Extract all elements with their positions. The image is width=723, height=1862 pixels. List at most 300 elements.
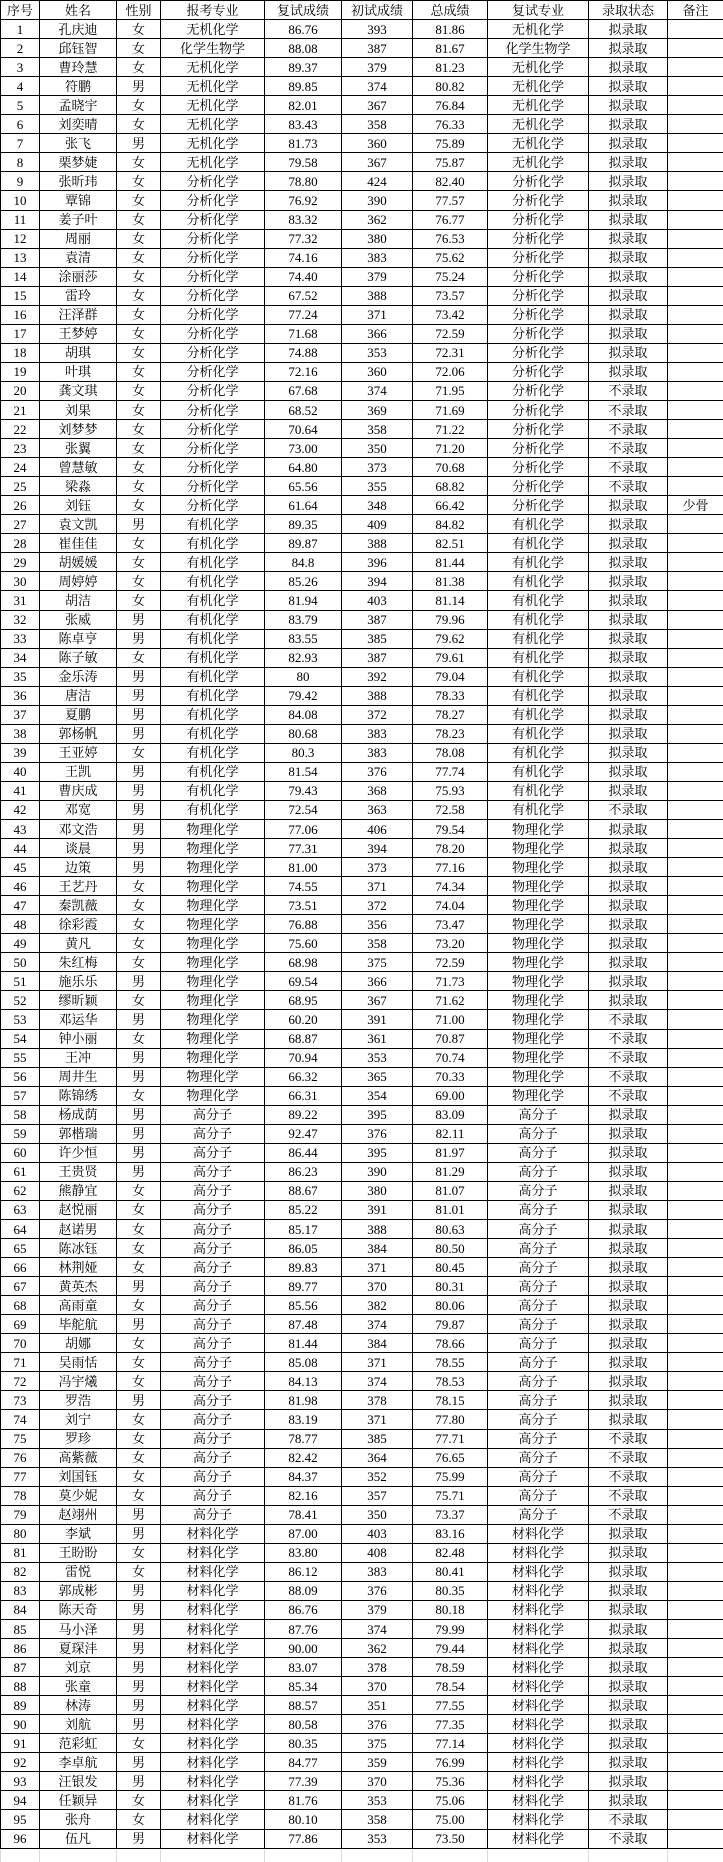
cell-index[interactable]: 37 (1, 705, 40, 724)
cell-total-score[interactable]: 71.69 (413, 400, 488, 419)
cell-retest-score[interactable]: 87.48 (265, 1315, 342, 1334)
cell-name[interactable]: 汪泽群 (40, 305, 117, 324)
cell-index[interactable]: 91 (1, 1734, 40, 1753)
cell-retest-major[interactable]: 材料化学 (488, 1715, 589, 1734)
cell-name[interactable]: 毕舵航 (40, 1315, 117, 1334)
cell-retest-score[interactable]: 65.56 (265, 477, 342, 496)
cell-initial-score[interactable]: 376 (342, 762, 413, 781)
cell-retest-major[interactable]: 材料化学 (488, 1639, 589, 1658)
cell-retest-major[interactable]: 分析化学 (488, 420, 589, 439)
cell-initial-score[interactable]: 358 (342, 115, 413, 134)
cell-gender[interactable]: 女 (117, 248, 161, 267)
cell-index[interactable]: 54 (1, 1029, 40, 1048)
cell-total-score[interactable]: 76.84 (413, 96, 488, 115)
cell-remark[interactable] (668, 1029, 723, 1048)
cell-total-score[interactable]: 68.82 (413, 477, 488, 496)
cell-remark[interactable] (668, 1791, 723, 1810)
cell-initial-score[interactable]: 379 (342, 1600, 413, 1619)
cell-remark[interactable] (668, 77, 723, 96)
cell-applied-major[interactable]: 高分子 (161, 1181, 265, 1200)
cell-applied-major[interactable]: 物理化学 (161, 934, 265, 953)
cell-gender[interactable]: 男 (117, 1715, 161, 1734)
column-header-retest-major[interactable]: 复试专业 (488, 1, 589, 20)
cell-retest-major[interactable]: 物理化学 (488, 972, 589, 991)
cell-initial-score[interactable]: 360 (342, 134, 413, 153)
cell-initial-score[interactable]: 353 (342, 1048, 413, 1067)
cell-retest-score[interactable]: 88.67 (265, 1181, 342, 1200)
cell-index[interactable]: 62 (1, 1181, 40, 1200)
cell-total-score[interactable]: 83.09 (413, 1105, 488, 1124)
cell-retest-score[interactable]: 81.76 (265, 1791, 342, 1810)
cell-retest-major[interactable]: 分析化学 (488, 191, 589, 210)
cell-retest-score[interactable]: 70.94 (265, 1048, 342, 1067)
cell-applied-major[interactable]: 分析化学 (161, 210, 265, 229)
cell-remark[interactable] (668, 820, 723, 839)
cell-index[interactable]: 95 (1, 1810, 40, 1829)
cell-retest-score[interactable]: 89.22 (265, 1105, 342, 1124)
cell-remark[interactable] (668, 877, 723, 896)
cell-retest-score[interactable]: 73.00 (265, 439, 342, 458)
cell-gender[interactable]: 女 (117, 20, 161, 39)
cell-remark[interactable] (668, 1353, 723, 1372)
cell-initial-score[interactable]: 380 (342, 229, 413, 248)
cell-index[interactable]: 69 (1, 1315, 40, 1334)
cell-index[interactable]: 80 (1, 1524, 40, 1543)
cell-total-score[interactable]: 83.16 (413, 1524, 488, 1543)
cell-gender[interactable]: 女 (117, 400, 161, 419)
cell-gender[interactable]: 男 (117, 1524, 161, 1543)
cell-total-score[interactable]: 79.62 (413, 629, 488, 648)
cell-initial-score[interactable]: 374 (342, 1315, 413, 1334)
cell-gender[interactable]: 女 (117, 1258, 161, 1277)
cell-admission-status[interactable]: 拟录取 (589, 1372, 668, 1391)
cell-applied-major[interactable]: 高分子 (161, 1220, 265, 1239)
cell-retest-major[interactable]: 高分子 (488, 1334, 589, 1353)
cell-gender[interactable]: 女 (117, 591, 161, 610)
cell-total-score[interactable]: 81.44 (413, 553, 488, 572)
cell-initial-score[interactable]: 353 (342, 1829, 413, 1848)
cell-total-score[interactable]: 75.00 (413, 1810, 488, 1829)
cell-retest-score[interactable]: 88.09 (265, 1581, 342, 1600)
cell-retest-major[interactable]: 高分子 (488, 1277, 589, 1296)
cell-initial-score[interactable]: 376 (342, 1124, 413, 1143)
cell-admission-status[interactable]: 拟录取 (589, 39, 668, 58)
cell-admission-status[interactable]: 不录取 (589, 1086, 668, 1105)
cell-admission-status[interactable]: 拟录取 (589, 572, 668, 591)
cell-name[interactable]: 刘国钰 (40, 1467, 117, 1486)
cell-initial-score[interactable]: 352 (342, 1467, 413, 1486)
column-header-applied-major[interactable]: 报考专业 (161, 1, 265, 20)
cell-initial-score[interactable]: 391 (342, 1010, 413, 1029)
cell-retest-major[interactable]: 分析化学 (488, 210, 589, 229)
cell-retest-score[interactable]: 81.00 (265, 858, 342, 877)
cell-retest-major[interactable]: 物理化学 (488, 877, 589, 896)
cell-remark[interactable] (668, 477, 723, 496)
cell-name[interactable]: 熊静宜 (40, 1181, 117, 1200)
cell-admission-status[interactable]: 拟录取 (589, 1753, 668, 1772)
cell-name[interactable]: 任颖异 (40, 1791, 117, 1810)
cell-total-score[interactable]: 76.77 (413, 210, 488, 229)
cell-name[interactable]: 张威 (40, 610, 117, 629)
cell-retest-major[interactable]: 高分子 (488, 1467, 589, 1486)
cell-total-score[interactable]: 81.86 (413, 20, 488, 39)
cell-gender[interactable]: 女 (117, 1791, 161, 1810)
cell-total-score[interactable]: 77.74 (413, 762, 488, 781)
cell-remark[interactable] (668, 1162, 723, 1181)
cell-index[interactable]: 31 (1, 591, 40, 610)
cell-retest-major[interactable]: 分析化学 (488, 172, 589, 191)
cell-index[interactable]: 52 (1, 991, 40, 1010)
cell-index[interactable]: 12 (1, 229, 40, 248)
cell-index[interactable]: 43 (1, 820, 40, 839)
cell-retest-major[interactable]: 分析化学 (488, 458, 589, 477)
cell-index[interactable]: 30 (1, 572, 40, 591)
cell-name[interactable]: 邓文浩 (40, 820, 117, 839)
cell-total-score[interactable]: 74.34 (413, 877, 488, 896)
cell-retest-score[interactable]: 80.3 (265, 743, 342, 762)
cell-index[interactable]: 88 (1, 1677, 40, 1696)
cell-initial-score[interactable]: 385 (342, 1429, 413, 1448)
cell-gender[interactable]: 女 (117, 267, 161, 286)
cell-name[interactable]: 孟晓宇 (40, 96, 117, 115)
cell-retest-score[interactable]: 83.32 (265, 210, 342, 229)
cell-retest-score[interactable]: 84.08 (265, 705, 342, 724)
cell-admission-status[interactable]: 拟录取 (589, 515, 668, 534)
cell-retest-major[interactable]: 高分子 (488, 1505, 589, 1524)
cell-remark[interactable] (668, 458, 723, 477)
cell-total-score[interactable]: 70.68 (413, 458, 488, 477)
cell-applied-major[interactable]: 有机化学 (161, 534, 265, 553)
cell-total-score[interactable]: 66.42 (413, 496, 488, 515)
cell-initial-score[interactable]: 372 (342, 705, 413, 724)
cell-retest-major[interactable]: 分析化学 (488, 286, 589, 305)
cell-index[interactable]: 76 (1, 1448, 40, 1467)
cell-gender[interactable]: 女 (117, 39, 161, 58)
cell-remark[interactable] (668, 686, 723, 705)
cell-retest-score[interactable]: 83.55 (265, 629, 342, 648)
cell-admission-status[interactable]: 拟录取 (589, 191, 668, 210)
cell-name[interactable]: 王贵贤 (40, 1162, 117, 1181)
cell-retest-major[interactable]: 材料化学 (488, 1772, 589, 1791)
cell-applied-major[interactable]: 有机化学 (161, 705, 265, 724)
cell-gender[interactable]: 男 (117, 972, 161, 991)
cell-gender[interactable]: 男 (117, 1639, 161, 1658)
cell-gender[interactable]: 女 (117, 915, 161, 934)
cell-name[interactable]: 高紫薇 (40, 1448, 117, 1467)
cell-name[interactable]: 胡媛媛 (40, 553, 117, 572)
cell-gender[interactable]: 女 (117, 210, 161, 229)
cell-gender[interactable]: 女 (117, 1200, 161, 1219)
cell-gender[interactable]: 女 (117, 343, 161, 362)
cell-index[interactable]: 32 (1, 610, 40, 629)
cell-gender[interactable]: 女 (117, 1334, 161, 1353)
cell-gender[interactable]: 女 (117, 191, 161, 210)
cell-remark[interactable] (668, 1467, 723, 1486)
cell-index[interactable]: 28 (1, 534, 40, 553)
empty-cell[interactable] (668, 1848, 723, 1862)
cell-initial-score[interactable]: 358 (342, 420, 413, 439)
cell-retest-score[interactable]: 83.43 (265, 115, 342, 134)
cell-retest-major[interactable]: 高分子 (488, 1429, 589, 1448)
cell-applied-major[interactable]: 材料化学 (161, 1677, 265, 1696)
cell-total-score[interactable]: 79.04 (413, 667, 488, 686)
cell-initial-score[interactable]: 364 (342, 1448, 413, 1467)
cell-gender[interactable]: 男 (117, 1105, 161, 1124)
cell-gender[interactable]: 女 (117, 324, 161, 343)
cell-name[interactable]: 周井生 (40, 1067, 117, 1086)
cell-initial-score[interactable]: 387 (342, 39, 413, 58)
cell-remark[interactable] (668, 134, 723, 153)
cell-initial-score[interactable]: 406 (342, 820, 413, 839)
cell-index[interactable]: 83 (1, 1581, 40, 1600)
cell-name[interactable]: 陈卓亨 (40, 629, 117, 648)
cell-remark[interactable] (668, 934, 723, 953)
cell-name[interactable]: 范彩虹 (40, 1734, 117, 1753)
cell-admission-status[interactable]: 不录取 (589, 1829, 668, 1848)
cell-gender[interactable]: 女 (117, 534, 161, 553)
cell-initial-score[interactable]: 388 (342, 686, 413, 705)
cell-gender[interactable]: 男 (117, 515, 161, 534)
cell-index[interactable]: 63 (1, 1200, 40, 1219)
cell-name[interactable]: 刘奕晴 (40, 115, 117, 134)
cell-name[interactable]: 金乐涛 (40, 667, 117, 686)
column-header-index[interactable]: 序号 (1, 1, 40, 20)
cell-applied-major[interactable]: 物理化学 (161, 915, 265, 934)
cell-initial-score[interactable]: 371 (342, 1410, 413, 1429)
cell-initial-score[interactable]: 379 (342, 267, 413, 286)
cell-retest-major[interactable]: 物理化学 (488, 934, 589, 953)
cell-gender[interactable]: 女 (117, 1543, 161, 1562)
cell-gender[interactable]: 女 (117, 1372, 161, 1391)
cell-admission-status[interactable]: 拟录取 (589, 610, 668, 629)
cell-retest-major[interactable]: 无机化学 (488, 134, 589, 153)
cell-name[interactable]: 陈子敏 (40, 648, 117, 667)
cell-name[interactable]: 林荆娅 (40, 1258, 117, 1277)
column-header-gender[interactable]: 性别 (117, 1, 161, 20)
cell-initial-score[interactable]: 355 (342, 477, 413, 496)
cell-initial-score[interactable]: 370 (342, 1772, 413, 1791)
cell-initial-score[interactable]: 378 (342, 1391, 413, 1410)
cell-admission-status[interactable]: 拟录取 (589, 1562, 668, 1581)
cell-retest-score[interactable]: 80 (265, 667, 342, 686)
cell-total-score[interactable]: 80.31 (413, 1277, 488, 1296)
cell-name[interactable]: 曹庆成 (40, 781, 117, 800)
cell-total-score[interactable]: 71.00 (413, 1010, 488, 1029)
cell-index[interactable]: 29 (1, 553, 40, 572)
cell-index[interactable]: 42 (1, 800, 40, 819)
cell-applied-major[interactable]: 分析化学 (161, 324, 265, 343)
cell-name[interactable]: 罗珍 (40, 1429, 117, 1448)
cell-initial-score[interactable]: 383 (342, 743, 413, 762)
cell-remark[interactable] (668, 1410, 723, 1429)
cell-remark[interactable] (668, 362, 723, 381)
cell-retest-major[interactable]: 高分子 (488, 1410, 589, 1429)
cell-name[interactable]: 赵翊州 (40, 1505, 117, 1524)
cell-index[interactable]: 61 (1, 1162, 40, 1181)
cell-initial-score[interactable]: 366 (342, 324, 413, 343)
cell-initial-score[interactable]: 368 (342, 781, 413, 800)
cell-applied-major[interactable]: 有机化学 (161, 781, 265, 800)
cell-retest-score[interactable]: 84.77 (265, 1753, 342, 1772)
cell-gender[interactable]: 女 (117, 381, 161, 400)
cell-total-score[interactable]: 80.18 (413, 1600, 488, 1619)
cell-retest-major[interactable]: 材料化学 (488, 1562, 589, 1581)
cell-retest-score[interactable]: 86.23 (265, 1162, 342, 1181)
cell-total-score[interactable]: 79.54 (413, 820, 488, 839)
cell-retest-major[interactable]: 材料化学 (488, 1658, 589, 1677)
cell-admission-status[interactable]: 拟录取 (589, 1600, 668, 1619)
cell-applied-major[interactable]: 高分子 (161, 1391, 265, 1410)
cell-total-score[interactable]: 78.55 (413, 1353, 488, 1372)
cell-retest-score[interactable]: 74.55 (265, 877, 342, 896)
cell-admission-status[interactable]: 拟录取 (589, 1162, 668, 1181)
cell-applied-major[interactable]: 分析化学 (161, 420, 265, 439)
cell-retest-score[interactable]: 83.80 (265, 1543, 342, 1562)
cell-admission-status[interactable]: 不录取 (589, 1429, 668, 1448)
cell-retest-major[interactable]: 高分子 (488, 1105, 589, 1124)
cell-index[interactable]: 39 (1, 743, 40, 762)
cell-retest-major[interactable]: 有机化学 (488, 724, 589, 743)
cell-admission-status[interactable]: 拟录取 (589, 20, 668, 39)
cell-admission-status[interactable]: 拟录取 (589, 343, 668, 362)
cell-index[interactable]: 36 (1, 686, 40, 705)
cell-applied-major[interactable]: 分析化学 (161, 248, 265, 267)
cell-remark[interactable] (668, 1486, 723, 1505)
cell-retest-major[interactable]: 有机化学 (488, 667, 589, 686)
cell-name[interactable]: 符鹏 (40, 77, 117, 96)
cell-total-score[interactable]: 80.45 (413, 1258, 488, 1277)
cell-name[interactable]: 梁淼 (40, 477, 117, 496)
cell-initial-score[interactable]: 371 (342, 877, 413, 896)
cell-name[interactable]: 涂丽莎 (40, 267, 117, 286)
cell-gender[interactable]: 男 (117, 781, 161, 800)
cell-retest-major[interactable]: 高分子 (488, 1448, 589, 1467)
cell-initial-score[interactable]: 367 (342, 153, 413, 172)
cell-name[interactable]: 缪昕颖 (40, 991, 117, 1010)
cell-total-score[interactable]: 75.89 (413, 134, 488, 153)
cell-retest-major[interactable]: 有机化学 (488, 610, 589, 629)
cell-remark[interactable] (668, 1315, 723, 1334)
cell-retest-score[interactable]: 80.68 (265, 724, 342, 743)
cell-total-score[interactable]: 73.57 (413, 286, 488, 305)
cell-total-score[interactable]: 76.33 (413, 115, 488, 134)
cell-retest-score[interactable]: 68.95 (265, 991, 342, 1010)
cell-admission-status[interactable]: 拟录取 (589, 362, 668, 381)
cell-applied-major[interactable]: 分析化学 (161, 458, 265, 477)
cell-remark[interactable] (668, 1067, 723, 1086)
cell-admission-status[interactable]: 拟录取 (589, 1791, 668, 1810)
cell-admission-status[interactable]: 拟录取 (589, 686, 668, 705)
cell-index[interactable]: 19 (1, 362, 40, 381)
cell-applied-major[interactable]: 材料化学 (161, 1658, 265, 1677)
cell-initial-score[interactable]: 371 (342, 305, 413, 324)
cell-gender[interactable]: 男 (117, 1391, 161, 1410)
cell-retest-major[interactable]: 无机化学 (488, 20, 589, 39)
cell-total-score[interactable]: 74.04 (413, 896, 488, 915)
cell-total-score[interactable]: 73.47 (413, 915, 488, 934)
cell-name[interactable]: 曹玲慧 (40, 58, 117, 77)
cell-initial-score[interactable]: 374 (342, 381, 413, 400)
cell-remark[interactable] (668, 743, 723, 762)
cell-name[interactable]: 杨成荫 (40, 1105, 117, 1124)
cell-index[interactable]: 3 (1, 58, 40, 77)
cell-gender[interactable]: 男 (117, 77, 161, 96)
cell-total-score[interactable]: 73.20 (413, 934, 488, 953)
cell-initial-score[interactable]: 371 (342, 1353, 413, 1372)
cell-retest-major[interactable]: 有机化学 (488, 591, 589, 610)
cell-index[interactable]: 49 (1, 934, 40, 953)
cell-initial-score[interactable]: 376 (342, 1715, 413, 1734)
cell-gender[interactable]: 女 (117, 877, 161, 896)
cell-total-score[interactable]: 76.65 (413, 1448, 488, 1467)
cell-retest-major[interactable]: 高分子 (488, 1372, 589, 1391)
cell-remark[interactable] (668, 439, 723, 458)
cell-retest-score[interactable]: 86.12 (265, 1562, 342, 1581)
cell-total-score[interactable]: 78.53 (413, 1372, 488, 1391)
cell-retest-major[interactable]: 材料化学 (488, 1696, 589, 1715)
cell-applied-major[interactable]: 分析化学 (161, 191, 265, 210)
cell-retest-major[interactable]: 分析化学 (488, 343, 589, 362)
cell-retest-score[interactable]: 83.79 (265, 610, 342, 629)
cell-initial-score[interactable]: 367 (342, 991, 413, 1010)
cell-gender[interactable]: 女 (117, 420, 161, 439)
cell-index[interactable]: 44 (1, 839, 40, 858)
cell-applied-major[interactable]: 高分子 (161, 1296, 265, 1315)
cell-applied-major[interactable]: 材料化学 (161, 1619, 265, 1638)
cell-gender[interactable]: 男 (117, 1067, 161, 1086)
cell-retest-score[interactable]: 80.10 (265, 1810, 342, 1829)
cell-initial-score[interactable]: 361 (342, 1029, 413, 1048)
cell-remark[interactable] (668, 1181, 723, 1200)
cell-admission-status[interactable]: 拟录取 (589, 781, 668, 800)
cell-retest-score[interactable]: 82.16 (265, 1486, 342, 1505)
cell-applied-major[interactable]: 高分子 (161, 1334, 265, 1353)
cell-applied-major[interactable]: 材料化学 (161, 1524, 265, 1543)
cell-initial-score[interactable]: 393 (342, 20, 413, 39)
cell-retest-score[interactable]: 81.44 (265, 1334, 342, 1353)
cell-name[interactable]: 高雨童 (40, 1296, 117, 1315)
cell-admission-status[interactable]: 拟录取 (589, 1277, 668, 1296)
cell-name[interactable]: 邓宽 (40, 800, 117, 819)
cell-remark[interactable] (668, 915, 723, 934)
cell-admission-status[interactable]: 拟录取 (589, 58, 668, 77)
cell-retest-major[interactable]: 分析化学 (488, 477, 589, 496)
cell-retest-score[interactable]: 85.08 (265, 1353, 342, 1372)
cell-initial-score[interactable]: 380 (342, 1181, 413, 1200)
cell-retest-major[interactable]: 高分子 (488, 1200, 589, 1219)
cell-admission-status[interactable]: 不录取 (589, 1486, 668, 1505)
cell-initial-score[interactable]: 370 (342, 1677, 413, 1696)
cell-gender[interactable]: 女 (117, 743, 161, 762)
cell-admission-status[interactable]: 拟录取 (589, 1334, 668, 1353)
cell-retest-major[interactable]: 分析化学 (488, 362, 589, 381)
cell-total-score[interactable]: 78.15 (413, 1391, 488, 1410)
cell-remark[interactable] (668, 1619, 723, 1638)
cell-applied-major[interactable]: 有机化学 (161, 667, 265, 686)
cell-admission-status[interactable]: 拟录取 (589, 553, 668, 572)
column-header-name[interactable]: 姓名 (40, 1, 117, 20)
cell-name[interactable]: 陈锦绣 (40, 1086, 117, 1105)
cell-name[interactable]: 朱红梅 (40, 953, 117, 972)
cell-applied-major[interactable]: 材料化学 (161, 1696, 265, 1715)
cell-admission-status[interactable]: 拟录取 (589, 115, 668, 134)
cell-remark[interactable] (668, 1677, 723, 1696)
cell-retest-major[interactable]: 有机化学 (488, 781, 589, 800)
cell-index[interactable]: 53 (1, 1010, 40, 1029)
cell-applied-major[interactable]: 分析化学 (161, 286, 265, 305)
cell-remark[interactable] (668, 648, 723, 667)
cell-initial-score[interactable]: 375 (342, 1734, 413, 1753)
